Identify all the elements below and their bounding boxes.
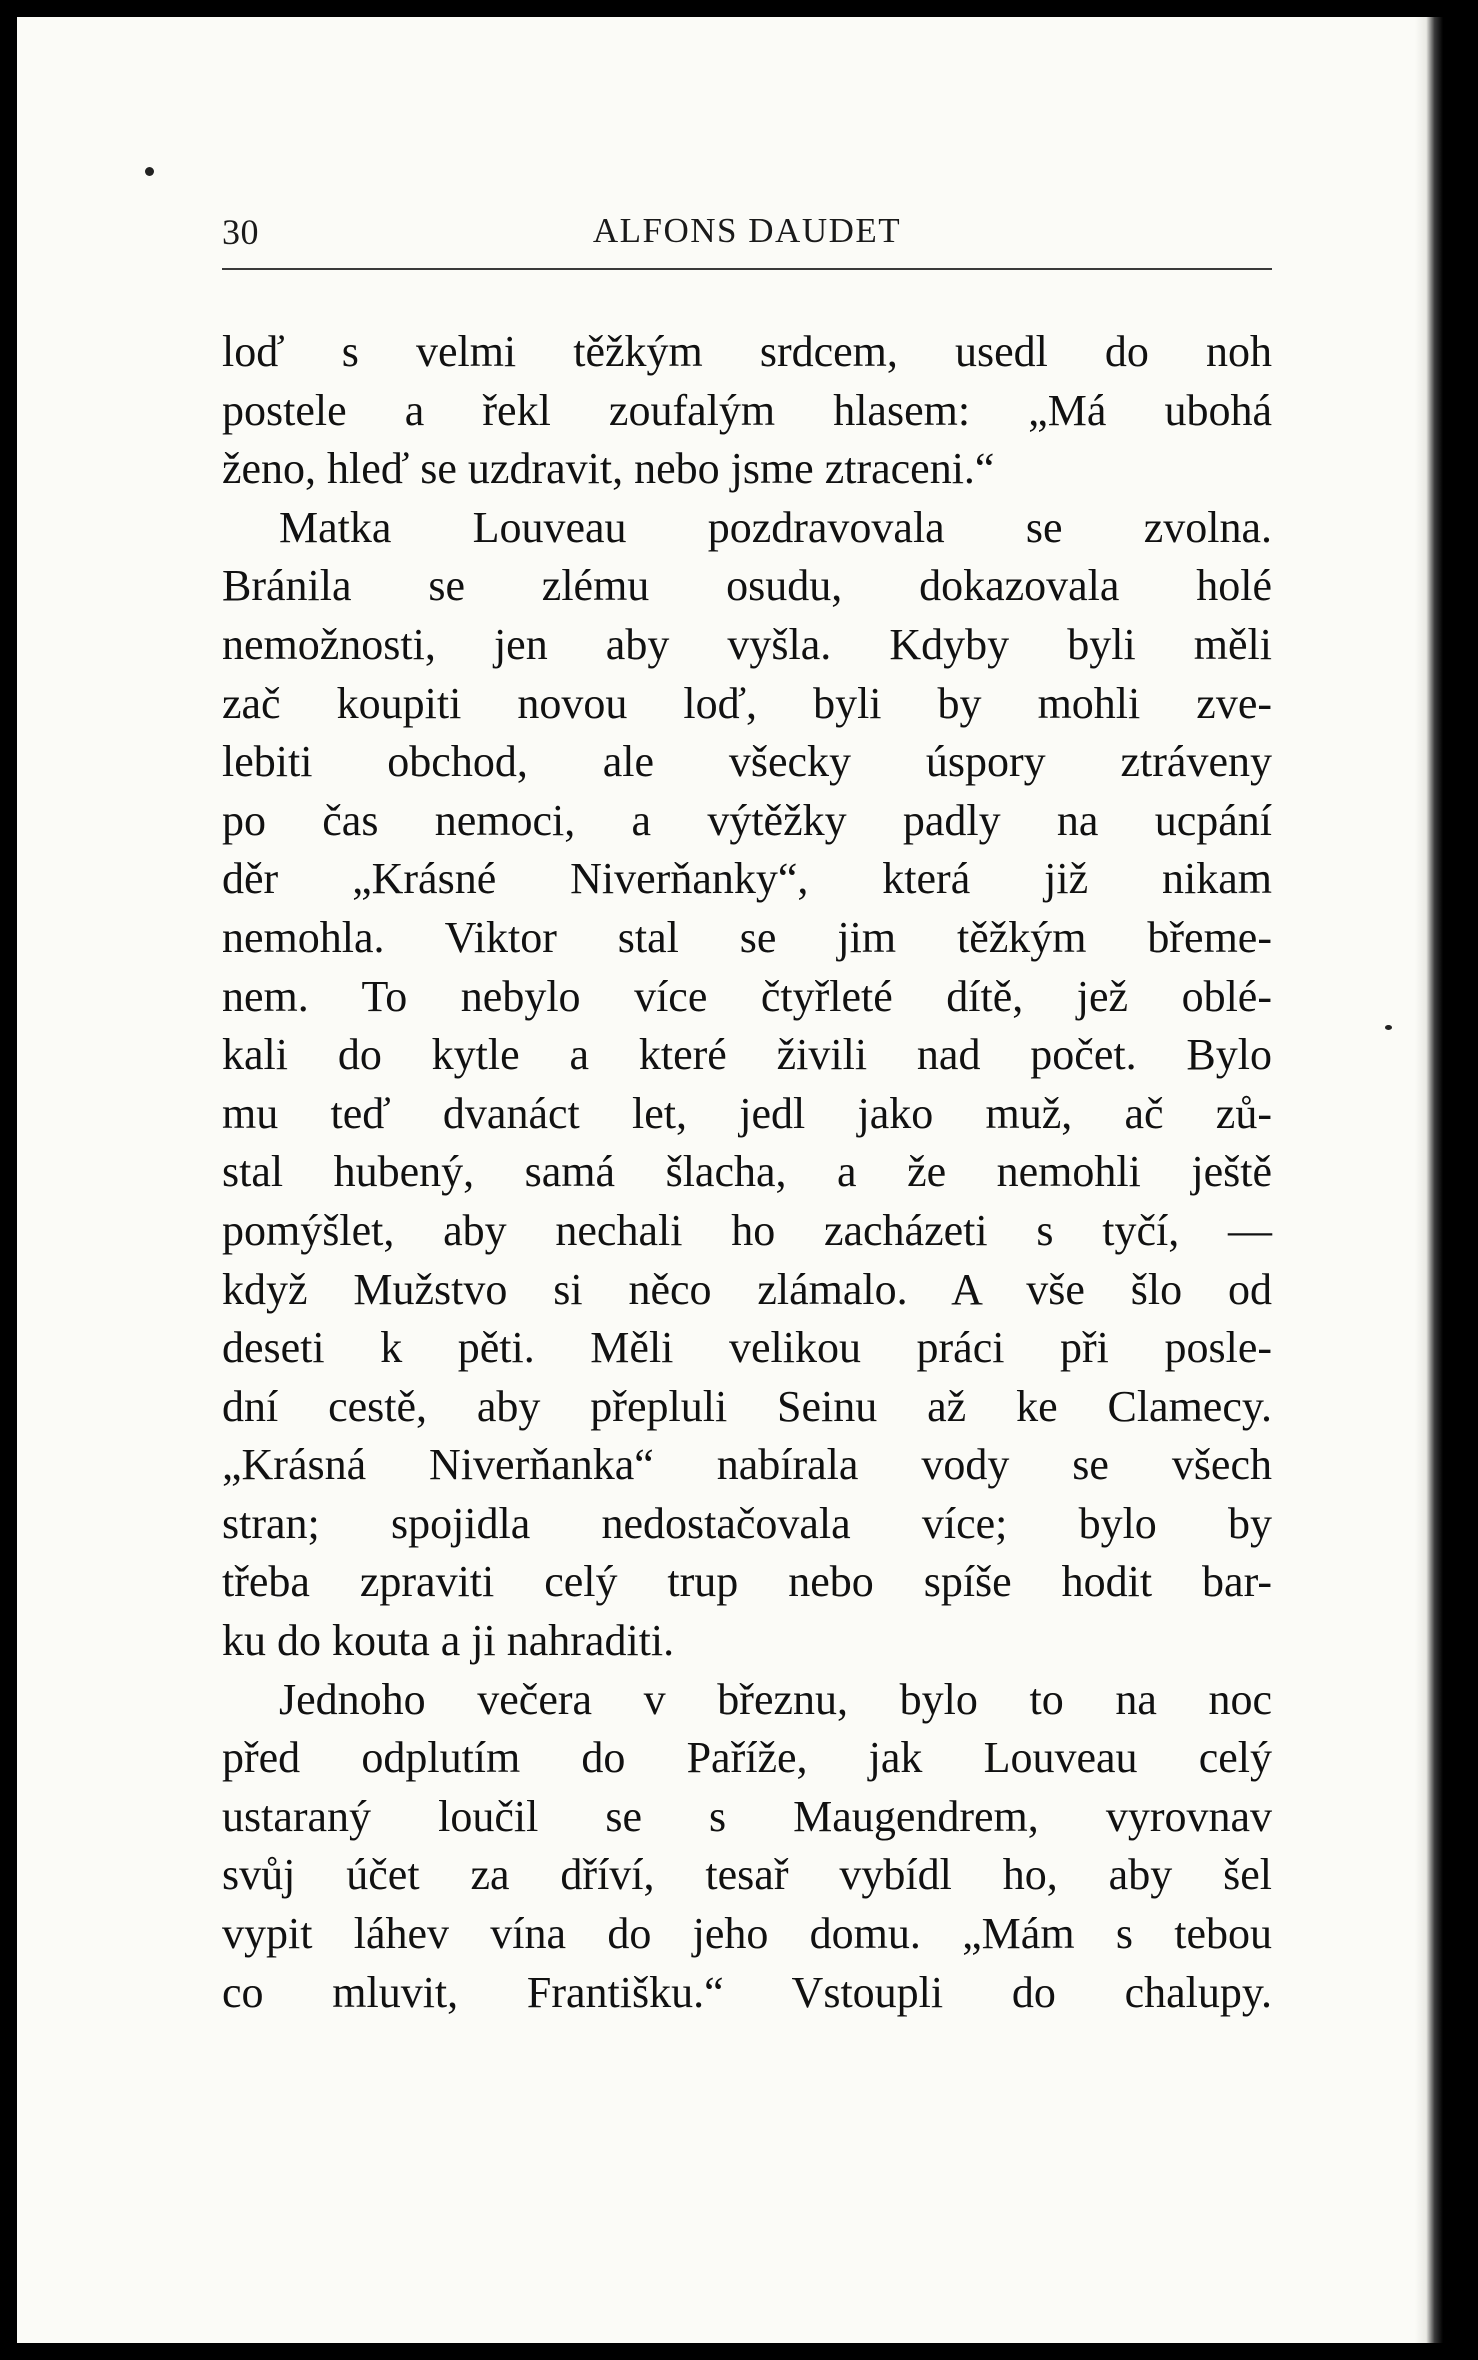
text-line: stran; spojidla nedostačovala více; bylo by	[222, 1498, 1272, 1548]
scan-speck	[1385, 1025, 1392, 1030]
text-line: ku do kouta a ji nahraditi.	[222, 1616, 675, 1666]
text-line: Jednoho večera v březnu, bylo to na noc	[279, 1674, 1272, 1724]
text-line: Bránila se zlému osudu, dokazovala holé	[222, 561, 1272, 611]
text-line: ženo, hleď se uzdravit, nebo jsme ztraceni.“	[222, 444, 995, 494]
text-line: nemohla. Viktor stal se jim těžkým břeme-	[222, 912, 1272, 962]
text-line: pomýšlet, aby nechali ho zacházeti s tyčí, —	[222, 1205, 1272, 1255]
text-line: „Krásná Niverňanka“ nabírala vody se všech	[222, 1440, 1272, 1490]
text-line: stal hubený, samá šlacha, a že nemohli ještě	[222, 1147, 1272, 1197]
page-number: 30	[222, 212, 259, 252]
text-line: třeba zpraviti celý trup nebo spíše hodit bar-	[222, 1557, 1272, 1607]
running-head-author: ALFONS DAUDET	[592, 211, 902, 250]
text-line: zač koupiti novou loď, byli by mohli zve-	[222, 678, 1272, 728]
text-line: když Mužstvo si něco zlámalo. A vše šlo od	[222, 1264, 1272, 1314]
text-line: loď s velmi těžkým srdcem, usedl do noh	[222, 327, 1272, 376]
header-rule	[222, 268, 1272, 270]
text-line: před odplutím do Paříže, jak Louveau celý	[222, 1733, 1272, 1783]
text-line: postele a řekl zoufalým hlasem: „Má ubohá	[222, 385, 1272, 435]
body-text	[222, 323, 1272, 2022]
text-line: vypit láhev vína do jeho domu. „Mám s tebou	[222, 1909, 1272, 1959]
text-line: deseti k pěti. Měli velikou práci při posle-	[222, 1323, 1272, 1373]
scan-edge-shadow	[1415, 17, 1443, 2343]
text-line: mu teď dvanáct let, jedl jako muž, ač zů-	[222, 1088, 1272, 1138]
text-line: nem. To nebylo více čtyřleté dítě, jež oblé-	[222, 971, 1272, 1021]
text-line: děr „Krásné Niverňanky“, která již nikam	[222, 854, 1272, 904]
text-line: kali do kytle a které živili nad počet. Bylo	[222, 1030, 1272, 1080]
text-line: dní cestě, aby přepluli Seinu až ke Clamecy.	[222, 1381, 1272, 1431]
text-line: ustaraný loučil se s Maugendrem, vyrovnav	[222, 1791, 1272, 1841]
book-page	[17, 17, 1443, 2343]
text-line: po čas nemoci, a výtěžky padly na ucpání	[222, 795, 1272, 845]
text-line: co mluvit, Františku.“ Vstoupli do chalupy.	[222, 1967, 1272, 2017]
scan-speck	[145, 167, 154, 176]
text-line: lebiti obchod, ale všecky úspory ztráveny	[222, 737, 1272, 787]
text-line: Matka Louveau pozdravovala se zvolna.	[279, 502, 1272, 552]
text-line: nemožnosti, jen aby vyšla. Kdyby byli měli	[222, 619, 1272, 669]
text-line: svůj účet za dříví, tesař vybídl ho, aby šel	[222, 1850, 1272, 1900]
running-head	[222, 211, 1272, 261]
